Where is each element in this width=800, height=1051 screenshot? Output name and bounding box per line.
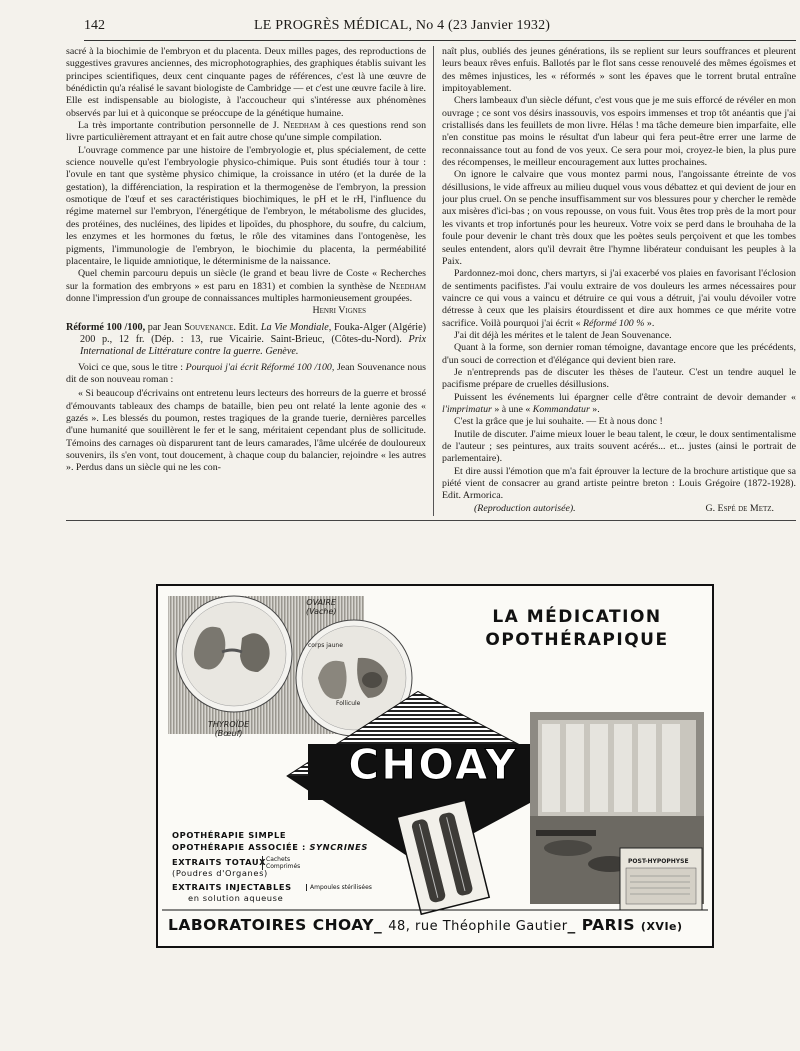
paragraph: Inutile de discuter. J'aime mieux louer le beau talent, le cœur, le doux sentimentalisme de l'auteur ; ses peintures, aux traits souvent acérés... et... justes (ainsi le portrait de parlementaire). [442,428,796,465]
signature: G. Espé de Metz. [705,502,774,514]
paragraph: Je n'entreprends pas de discuter les thèses de l'auteur. C'est un tendre auquel le pacifisme prépare de cruelles désillusions. [442,366,796,391]
paragraph: Chers lambeaux d'un siècle défunt, c'est vous que je me suis efforcé de révéler en mon ouvrage ; ce sont vos désirs inassouvis, vos espoirs immenses et trop tôt anéantis que j'ai cristallisés dans les feuillets de mon livre. Hélas ! ma tâche demeure bien imparfaite, elle n'en constitue pas moins le résultat d'un labeur qui fera peut-être errer une larme de reconnaissance tout au fond de vos yeux. Ce sera pour moi, croyez-le bien, la plus pure des récompenses, le meilleur encouragement aux luttes prochaines. [442,95,796,169]
product-line: OPOTHÉRAPIE SIMPLE [172,830,287,840]
follicle-label: Follicule [336,700,361,707]
paragraph [66,120,426,145]
left-column [66,46,426,518]
text-run: Fouka-Alger (Algérie) 200 p., 12 fr. (Dép. : 13, rue Vicairie. Saint-Brieuc, (Côtes-du-Nord). [80,321,426,345]
book-title: Réformé 100 % [583,317,645,329]
author-name: Souvenance. [184,321,236,333]
choay-advertisement [156,584,714,948]
text-run: ». [592,403,600,415]
brand-name: CHOAY [348,740,518,789]
lab-name: LABORATOIRES CHOAY [168,916,375,934]
text-run: Jean Souvenance nous dit de son nouveau roman : [66,361,426,385]
lab-city: PARIS [581,916,636,934]
paragraph: C'est la grâce que je lui souhaite. — Et à nous donc ! [454,416,663,428]
column-divider [433,46,434,516]
author-name: Needham [283,120,321,132]
signature: Henri Vignes [312,305,366,317]
paragraph: sacré à la biochimie de l'embryon et du placenta. Deux milles pages, des reproductions de suggestives gravures anciennes, des microphotographies, des graphiques établis suivant les principes scientifiques, deux cent cinquante pages de références, c'est là une œuvre de bénédictin qu'a réalisé le savant biologiste de Cambridge — et c'est une œuvre facile à lire. Elle est indispensable au biologiste, à l'accoucheur qui s'intéresse aux phénomènes observés par lui et à quiconque se préoccupe de la génétique humaine. [66,46,426,119]
ad-heading-line: OPOTHÉRAPIQUE [485,630,669,650]
text-run: Puissent les événements lui épargner celle d'être contraint de devoir demander « [454,391,796,403]
product-line [172,842,368,852]
thyroid-label [208,720,249,738]
text-run: Pardonnez-moi donc, chers martyrs, si j'ai exacerbé vos plaies en favorisant l'éclosion de sentiments pacifistes. J'ai voulu extraire de vos douleurs les armes nécessaires pour vaincre ce qui vous a vaincu et détruire ce qui vous a détruit, j'ai voulu dévoiler votre détresse à ceux que les plaisirs étourdissent et dire aux hommes ce que mérite votre sacrifice. Voilà pourquoi j'ai écrit « [442,268,796,329]
book-review-entry [66,322,426,359]
right-column [442,46,796,518]
lab-address: 48, rue Théophile Gautier [388,919,568,934]
bottom-rule [66,520,796,521]
paragraph: naît plus, oubliés des jeunes générations, ils se replient sur leurs souffrances et pleurent leurs beaux rêves enfuis. Ballotés par le flot sans cesse renouvelé des mêmes égoïsmes et des mêmes injustices, les « réformés » sont les épaves que le torrent brutal entraîne impitoyablement. [442,46,796,95]
paragraph: J'ai dit déjà les mérites et le talent de Jean Souvenance. [454,329,672,341]
closing-line [442,503,796,515]
reproduction-note: (Reproduction autorisée). [474,502,576,514]
ovary-label-source: (Vache) [306,607,337,616]
publisher: La Vie Mondiale, [260,321,332,333]
text-run: » à une « [494,403,531,415]
ovary-label-name: OVAIRE [306,598,337,607]
text-run: donne l'impression d'un groupe de connaissances multiples harmonieusement groupées. [66,292,413,304]
text-run: ». [646,317,655,329]
text-run: Edit. [238,321,259,333]
ovary-label [306,598,337,616]
form-option: Comprimés [266,863,301,870]
text-run: à ces questions rend son livre particulièrement attrayant et en fait autre chose qu'une simple compilation. [66,120,426,144]
product-line: (Poudres d'Organes) [172,868,268,878]
syncrines-brand: SYNCRINES [309,842,368,852]
term: l'imprimatur [442,403,492,415]
thyroid-label-source: (Bœuf) [214,729,243,738]
corpus-luteum-label: corps jaune [308,642,343,649]
text-run: par Jean [147,321,182,333]
thyroid-illustration [176,596,292,712]
form-brace [262,856,300,870]
text-run: Quel chemin parcouru depuis un siècle (le grand et beau livre de Coste « Recherches sur la formation des embryons » est paru en 1831) et combien la synthèse de [66,268,426,292]
ad-footer: LABORATOIRES CHOAY_ 48, rue Théophile Gautier_ PARIS (XVIe) [168,916,683,934]
product-line: EXTRAITS INJECTABLES [172,882,292,892]
ad-heading [452,606,702,652]
ad-heading-line: LA MÉDICATION [492,607,662,627]
paragraph [66,362,426,387]
paragraph: Quant à la forme, son dernier roman témoigne, davantage encore que les précédents, d'un souci de correction et d'élégance qui devient bien rare. [442,342,796,366]
thyroid-label-name: THYROÏDE [208,720,250,729]
text-run: La très importante contribution personnelle de J. [78,120,280,132]
page-number: 142 [84,18,105,33]
paragraph: On ignore le calvaire que vous montez parmi nous, l'angoissante étreinte de vos désillusions, le vide affreux au milieu duquel vous vous débattez et qui devient de jour en jour plus cruel. On se penche insuffisamment sur vos blessures pour y chercher le remède aux misères d'ici-bas ; on vous repousse, on vous fuit. Vous êtes trop près de la mort pour les vivants et trop infortunés pour les heureux. Votre voix se perd dans le brouhaha de la foule pour devenir le chant très doux que les poètes seuls perçoivent et que les tombes seules entendent, alors qu'il devrait être l'hymne libérateur conduisant les peuples à la Paix. [442,169,796,267]
journal-running-title: LE PROGRÈS MÉDICAL, No 4 (23 Janvier 1932) [254,18,551,33]
paragraph: L'ouvrage commence par une histoire de l'embryologie et, plus spécialement, de cette science nouvelle qu'est l'embryologie physico-chimique. Puis sont étudiés tour à tour : l'ovule en tant que système physico chimique, la croissance in utéro (et la durée de la gestation), la différenciation, la respiration et la thermogenèse de l'embryon, la pression osmotique de l'œuf et ses caractéristiques biochimiques, le pH et le rH, l'influence du régime maternel sur l'embryon, l'énergétique de l'embryon, le métabolisme des glucides, des protéines, des nucléines, des lipides et lipoïdes, du phosphore, du soufre, du calcium, les enzymes et les hormones du fœtus, le rôle des vitamines dans l'ontogenèse, les pigments, l'immunologie de l'embryon, le biochimie du placenta, la perméabilité placentaire, le liquide amniotique, le déterminisme de la naissance. [66,144,426,267]
text-run: OPOTHÉRAPIE ASSOCIÉE : [172,842,306,852]
lab-arrondissement: (XVIe) [640,920,683,933]
form-option: Cachets [266,856,291,863]
book-title: Réformé 100 /100, [66,321,146,333]
product-line: en solution aqueuse [188,893,284,903]
running-header [84,18,796,38]
form-brace: Ampoules stérilisées [306,884,372,891]
author-name: Needham [388,280,426,292]
text-run: Voici ce que, sous le titre : [78,361,183,373]
product-line: EXTRAITS TOTAUX [172,857,267,867]
header-rule [84,40,796,41]
paragraph [66,268,426,305]
quotation: « Si beaucoup d'écrivains ont entretenu leurs lecteurs des horreurs de la guerre et brossé d'émouvants tableaux des champs de bataille, bien peu ont relaté la lente agonie des « gazés ». Les blessés du poumon, restes tragiques de la grande tuerie, dernières parcelles d'une humanité que souillèrent le fer et le sang, méritaient cependant plus de sollicitude. Témoins des carnages où disparurent tant de leurs camarades, l'âme ulcérée de douloureux souvenirs, ils s'en vont, tout doucement, à chaque coup du balancier, rejoindre « les autres ». Perdus dans un siècle qui ne les con- [66,388,426,474]
paragraph [442,392,796,417]
term: Kommandatur [532,403,590,415]
prize: Prix International de Littérature contre la guerre. Genève. [80,333,426,358]
box-label: POST-HYPOPHYSE [628,858,689,865]
paragraph [442,268,796,330]
article-title: Pourquoi j'ai écrit Réformé 100 /100, [185,361,335,373]
paragraph: Et dire aussi l'émotion que m'a fait éprouver la lecture de la brochure artistique que sa piété vient de consacrer au grand artiste peintre breton : Louis Grégoire (1872-1928). Edit. Armorica. [442,465,796,502]
